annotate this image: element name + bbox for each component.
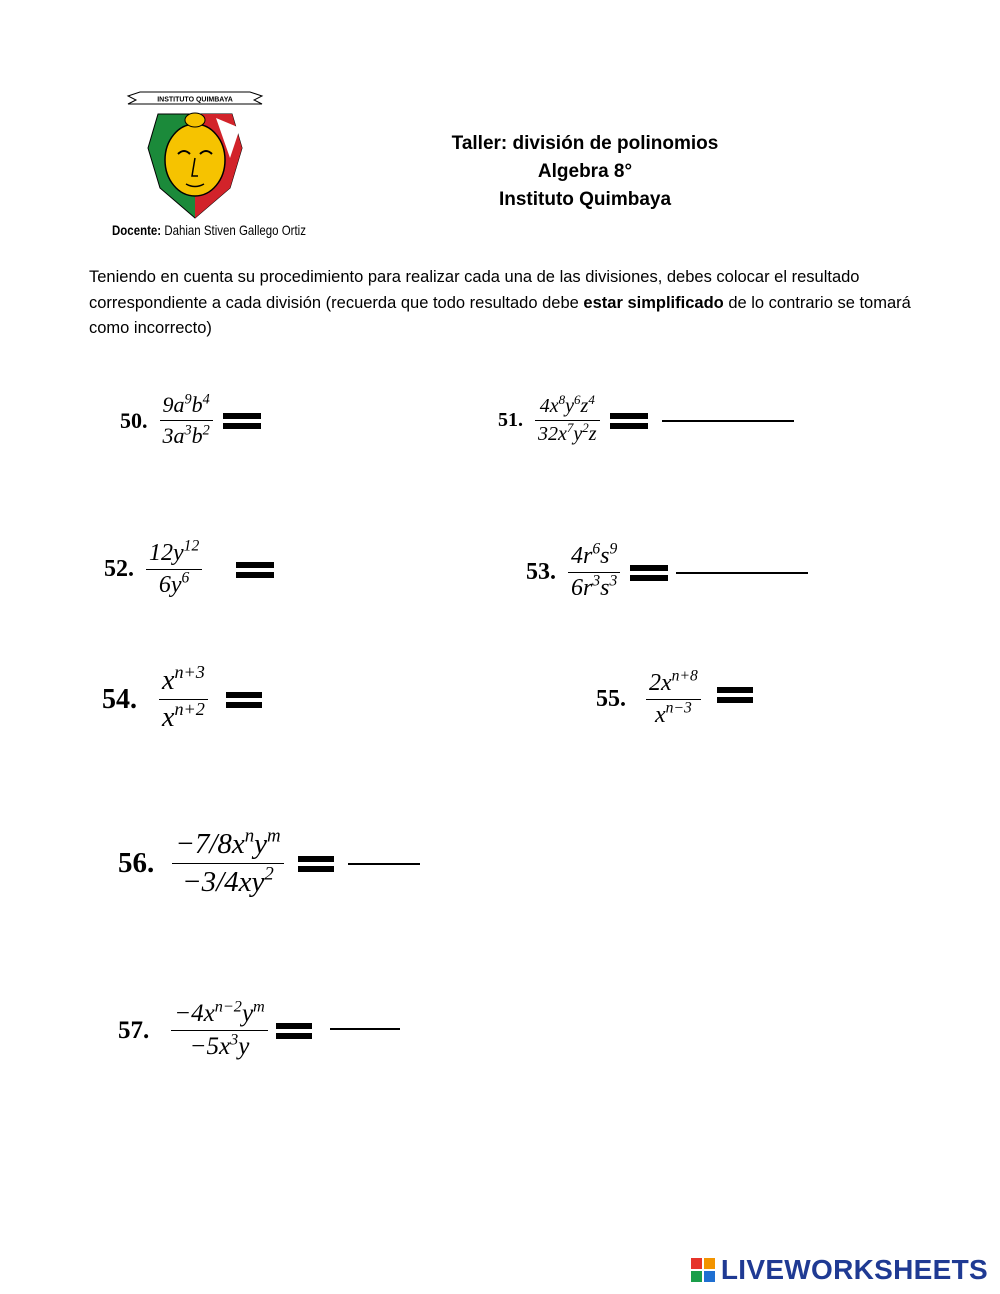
- teacher-value: Dahian Stiven Gallego Ortiz: [164, 222, 306, 238]
- denominator: $32x^7y^2z$: [538, 420, 597, 445]
- title-line-2: Algebra 8°: [537, 161, 633, 182]
- denominator: $6r^3s^3$: [571, 572, 618, 601]
- answer-blank-56[interactable]: [348, 863, 420, 865]
- instructions-bold: estar simplificado: [583, 293, 724, 312]
- exercise-number: 55.: [596, 686, 626, 712]
- liveworksheets-brand[interactable]: [691, 1254, 988, 1286]
- exercise-53: [526, 540, 808, 602]
- fraction: [159, 662, 208, 734]
- numerator: $4r^6s^9$: [571, 540, 618, 569]
- equals-sign: [630, 565, 668, 581]
- exercise-56: [118, 825, 420, 899]
- exercise-51: [498, 392, 794, 446]
- denominator: $x^{n-3}$: [655, 699, 692, 728]
- exercise-55: [596, 667, 753, 729]
- exercise-50: [120, 392, 261, 449]
- equals-sign: [717, 687, 753, 703]
- instructions-part-1: Teniendo en cuenta su procedimiento para realizar cada una de las divisiones, debes colocar el resultado correspondiente a cada división (recuerda que todo resultado debe: [89, 268, 860, 312]
- denominator: $-3/4xy^2$: [182, 863, 274, 898]
- brand-text: LIVEWORKSHEETS: [720, 1254, 988, 1285]
- teacher-label: Docente:: [112, 222, 162, 238]
- fraction: [171, 997, 268, 1061]
- denominator: $3a^3b^2$: [162, 422, 210, 448]
- fraction: [646, 667, 701, 729]
- fraction-bar: [171, 1030, 268, 1031]
- exercise-57: [118, 997, 400, 1061]
- equals-sign: [223, 413, 261, 429]
- fraction: [172, 825, 283, 899]
- numerator: $4x^8y^6z^4$: [539, 392, 595, 417]
- fraction: [146, 537, 202, 599]
- instructions-part-2: de lo contrario se tomará como incorrecto): [89, 293, 911, 337]
- exercise-number: 51.: [498, 409, 523, 431]
- answer-blank-51[interactable]: [662, 420, 794, 422]
- fraction: [535, 392, 600, 446]
- fraction: [568, 540, 620, 602]
- numerator: $12y^{12}$: [149, 537, 200, 566]
- denominator: $6y^6$: [158, 569, 190, 598]
- answer-blank-57[interactable]: [330, 1028, 400, 1030]
- title-line-1: Taller: división de polinomios: [451, 133, 719, 154]
- numerator: $x^{n+3}$: [162, 662, 205, 696]
- exercise-number: 50.: [120, 407, 148, 433]
- equals-sign: [298, 856, 334, 872]
- exercise-number: 53.: [526, 559, 556, 585]
- fraction-bar: [160, 420, 213, 421]
- teacher-name: [112, 222, 306, 238]
- equals-sign: [276, 1023, 312, 1039]
- instructions-text: [89, 265, 929, 342]
- equals-sign: [610, 413, 648, 429]
- exercise-number: 57.: [118, 1016, 150, 1044]
- title-line-3: Instituto Quimbaya: [498, 189, 672, 210]
- equals-sign: [236, 562, 274, 578]
- denominator: $-5x^3y$: [189, 1030, 250, 1060]
- fraction-bar: [146, 569, 202, 570]
- exercise-number: 56.: [118, 847, 155, 879]
- answer-blank-53[interactable]: [676, 572, 808, 574]
- numerator: $-4x^{n-2}y^m$: [174, 997, 265, 1027]
- exercise-54: [102, 662, 262, 734]
- logo-banner-text: INSTITUTO QUIMBAYA: [157, 96, 233, 104]
- worksheet-title: [380, 130, 790, 214]
- numerator: $-7/8x^ny^m$: [175, 825, 281, 860]
- exercise-52: [104, 537, 274, 599]
- equals-sign: [226, 692, 262, 708]
- exercise-number: 52.: [104, 556, 134, 582]
- fraction: [160, 392, 213, 449]
- numerator: $2x^{n+8}$: [649, 667, 698, 696]
- denominator: $x^{n+2}$: [162, 699, 205, 733]
- institute-logo: [120, 88, 270, 223]
- numerator: $9a^9b^4$: [162, 391, 210, 417]
- exercise-number: 54.: [102, 683, 137, 715]
- liveworksheets-icon: [691, 1258, 715, 1282]
